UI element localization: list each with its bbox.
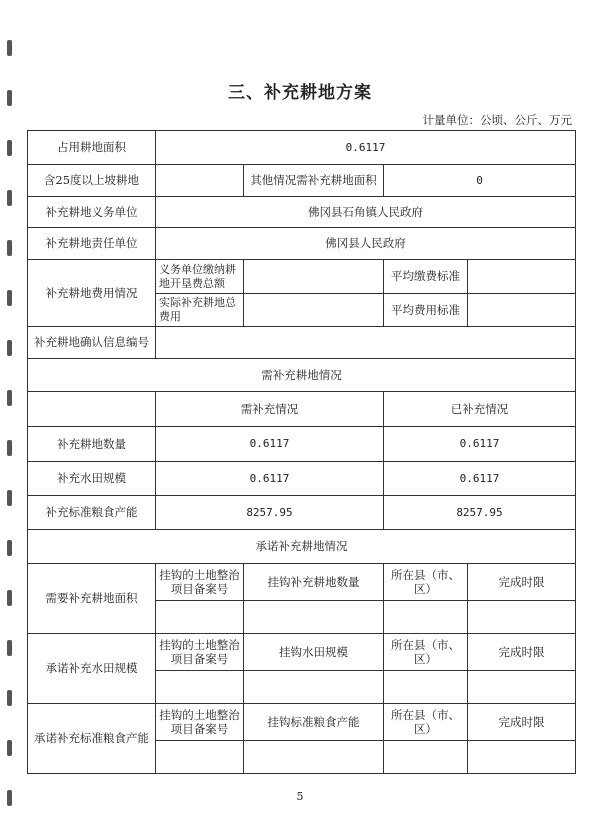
table-row: [28, 392, 576, 427]
promise-county-header: 所在县（市、区）: [384, 634, 468, 671]
promise-metric-header: 挂钩水田规模: [244, 634, 384, 671]
need-section-header: 需补充耕地情况: [28, 359, 576, 392]
resp-value: 佛冈县人民政府: [156, 228, 576, 260]
duty-label: 补充耕地义务单位: [28, 197, 156, 228]
need-item-need: 8257.95: [156, 496, 384, 530]
empty-cell: [156, 671, 244, 704]
promise-metric-header: 挂钩标准粮食产能: [244, 704, 384, 741]
avg-cost-value: [468, 294, 576, 327]
promise-section-header: 承诺补充耕地情况: [28, 530, 576, 564]
fee-actual-value: [244, 294, 384, 327]
empty-cell: [468, 671, 576, 704]
empty-cell: [384, 671, 468, 704]
avg-cost-label: 平均费用标准: [384, 294, 468, 327]
table-row: [28, 165, 576, 197]
empty-cell: [156, 741, 244, 774]
table-row: [28, 197, 576, 228]
need-item-label: 补充水田规模: [28, 462, 156, 496]
page-number: 5: [296, 790, 304, 803]
table-row: [28, 496, 576, 530]
empty-cell: [384, 601, 468, 634]
empty-cell: [244, 671, 384, 704]
promise-project-header: 挂钩的土地整治项目备案号: [156, 634, 244, 671]
promise-metric-header: 挂钩补充耕地数量: [244, 564, 384, 601]
promise-deadline-header: 完成时限: [468, 634, 576, 671]
other-value: 0: [384, 165, 576, 197]
promise-group-label: 需要补充耕地面积: [28, 564, 156, 634]
resp-label: 补充耕地责任单位: [28, 228, 156, 260]
section-header-row: [28, 359, 576, 392]
need-item-need: 0.6117: [156, 462, 384, 496]
need-item-label: 补充耕地数量: [28, 427, 156, 462]
empty-cell: [244, 741, 384, 774]
confirm-label: 补充耕地确认信息编号: [28, 327, 156, 359]
done-col-header: 已补充情况: [384, 392, 576, 427]
need-col-header: 需补充情况: [156, 392, 384, 427]
unit-note: 计量单位：公顷、公斤、万元: [422, 113, 572, 127]
promise-deadline-header: 完成时限: [468, 704, 576, 741]
table-row: [28, 704, 576, 741]
need-item-done: 0.6117: [384, 462, 576, 496]
empty-cell: [244, 601, 384, 634]
table-row: [28, 634, 576, 671]
promise-project-header: 挂钩的土地整治项目备案号: [156, 564, 244, 601]
empty-cell: [468, 741, 576, 774]
promise-group-label: 承诺补充水田规模: [28, 634, 156, 704]
need-item-label: 补充标准粮食产能: [28, 496, 156, 530]
page-title: 三、补充耕地方案: [228, 83, 372, 103]
fee-actual-label: 实际补充耕地总费用: [156, 294, 244, 327]
avg-pay-label: 平均缴费标准: [384, 260, 468, 294]
empty-cell: [156, 601, 244, 634]
duty-value: 佛冈县石角镇人民政府: [156, 197, 576, 228]
promise-group-label: 承诺补充标准粮食产能: [28, 704, 156, 774]
table-row: [28, 131, 576, 165]
occupied-value: 0.6117: [156, 131, 576, 165]
table-row: [28, 260, 576, 294]
section-header-row: [28, 530, 576, 564]
avg-pay-value: [468, 260, 576, 294]
table-row: [28, 462, 576, 496]
table-row: [28, 427, 576, 462]
promise-county-header: 所在县（市、区）: [384, 564, 468, 601]
promise-project-header: 挂钩的土地整治项目备案号: [156, 704, 244, 741]
promise-deadline-header: 完成时限: [468, 564, 576, 601]
occupied-label: 占用耕地面积: [28, 131, 156, 165]
table-row: [28, 564, 576, 601]
need-item-need: 0.6117: [156, 427, 384, 462]
need-item-done: 0.6117: [384, 427, 576, 462]
confirm-value: [156, 327, 576, 359]
fee-label: 补充耕地费用情况: [28, 260, 156, 327]
plan-table: [27, 130, 576, 774]
empty-cell: [468, 601, 576, 634]
table-row: [28, 228, 576, 260]
empty-cell: [384, 741, 468, 774]
binding-holes: [4, 0, 16, 818]
fee-paid-label: 义务单位缴纳耕地开垦费总额: [156, 260, 244, 294]
fee-paid-value: [244, 260, 384, 294]
need-item-done: 8257.95: [384, 496, 576, 530]
slope-label: 含25度以上坡耕地: [28, 165, 156, 197]
table-row: [28, 327, 576, 359]
promise-county-header: 所在县（市、区）: [384, 704, 468, 741]
need-corner-cell: [28, 392, 156, 427]
slope-value: [156, 165, 244, 197]
other-label: 其他情况需补充耕地面积: [244, 165, 384, 197]
